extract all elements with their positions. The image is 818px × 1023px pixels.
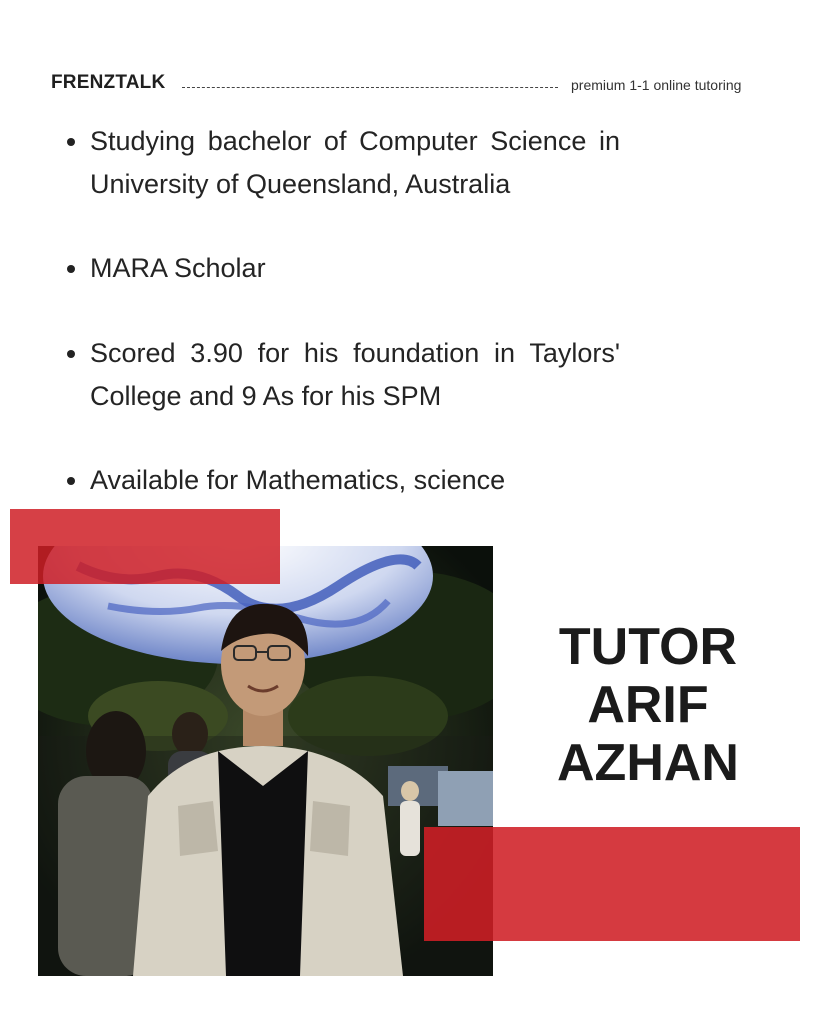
title-line-2: ARIF AZHAN bbox=[557, 676, 739, 792]
header-dashed-divider bbox=[182, 87, 558, 88]
red-accent-block-top bbox=[10, 509, 280, 584]
red-accent-block-bottom bbox=[424, 827, 800, 941]
credential-item: MARA Scholar bbox=[60, 247, 620, 290]
tutor-title bbox=[498, 618, 798, 792]
brand-name: FRENZTALK bbox=[51, 72, 166, 93]
credential-item: Scored 3.90 for his foundation in Taylors' College and 9 As for his SPM bbox=[60, 332, 620, 418]
title-line-1: TUTOR bbox=[558, 618, 738, 676]
tutor-credentials-list bbox=[60, 120, 620, 502]
header-tagline: premium 1-1 online tutoring bbox=[571, 77, 742, 93]
credential-item: Available for Mathematics, science bbox=[60, 459, 620, 502]
credential-item: Studying bachelor of Computer Science in University of Queensland, Australia bbox=[60, 120, 620, 206]
